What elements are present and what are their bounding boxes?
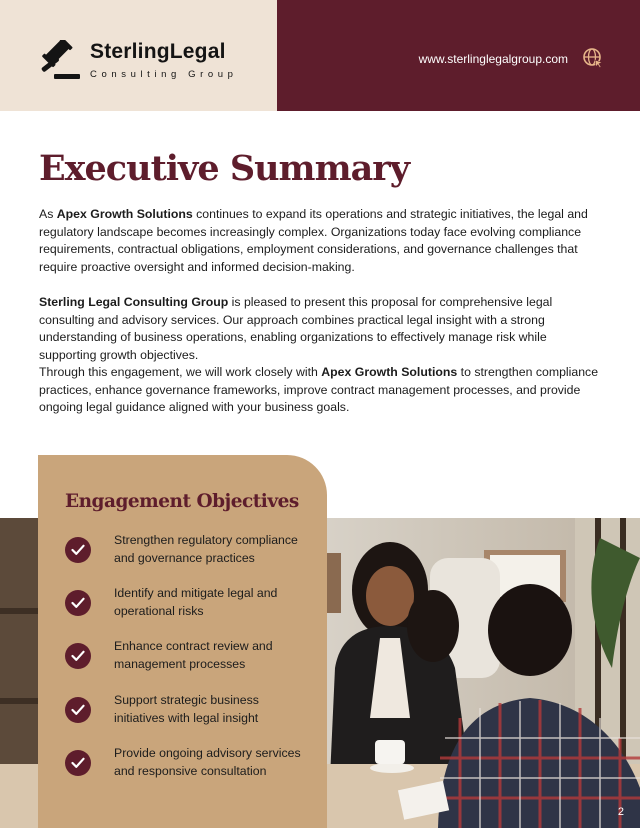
objective-item xyxy=(65,692,315,732)
objective-text: Provide ongoing advisory services and responsive consultation xyxy=(114,746,301,778)
check-icon xyxy=(65,590,91,616)
globe-cursor-icon xyxy=(582,47,604,69)
brand-tagline: Consulting Group xyxy=(90,69,238,80)
objective-item xyxy=(65,585,315,625)
summary-paragraph-3: Through this engagement, we will work closely with Apex Growth Solutions to strengthen compliance practices, enhance governance frameworks, improve contract management processes, and provide ongoing legal guidance aligned with your business goals. xyxy=(39,365,599,415)
check-icon xyxy=(65,537,91,563)
objective-text: Enhance contract review and management processes xyxy=(114,639,273,671)
page-title: Executive Summary xyxy=(39,148,410,189)
page-number: 2 xyxy=(617,806,624,818)
summary-paragraph-1: As Apex Growth Solutions continues to expand its operations and strategic initiatives, the legal and regulatory landscape becomes increasingly complex. Organizations today face evolving compliance requirements, contractual obligations, employment considerations, and governance challenges that require proactive oversight and informed decision-making. xyxy=(39,207,588,275)
check-icon xyxy=(65,643,91,669)
objective-item xyxy=(65,745,315,785)
objective-item xyxy=(65,638,315,678)
objective-item xyxy=(65,532,315,572)
firm-name: Sterling Legal Consulting Group xyxy=(39,295,229,309)
check-icon xyxy=(65,697,91,723)
objective-text: Identify and mitigate legal and operational risks xyxy=(114,586,278,618)
client-name: Apex Growth Solutions xyxy=(321,365,458,379)
check-icon xyxy=(65,750,91,776)
objective-text: Strengthen regulatory compliance and governance practices xyxy=(114,533,298,565)
brand-name: SterlingLegal xyxy=(90,40,226,63)
summary-paragraph-2: Sterling Legal Consulting Group is pleased to present this proposal for comprehensive legal consulting and advisory services. Our approach combines practical legal insight with a strong understanding of business operations, enabling organizations to effectively manage risk while supporting growth objectives. xyxy=(39,295,553,363)
objective-text: Support strategic business initiatives with legal insight xyxy=(114,693,259,725)
client-name: Apex Growth Solutions xyxy=(56,207,193,221)
website-link[interactable]: www.sterlinglegalgroup.com xyxy=(418,52,568,66)
gavel-icon xyxy=(38,40,82,80)
objectives-card xyxy=(38,455,327,828)
objectives-title: Engagement Objectives xyxy=(65,491,299,512)
